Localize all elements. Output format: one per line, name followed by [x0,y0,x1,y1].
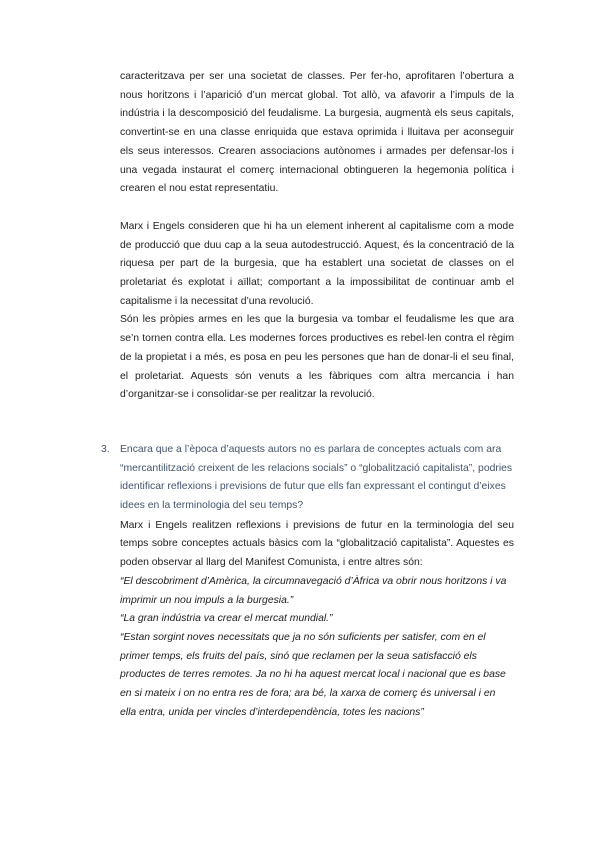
quote-world-market: “La gran indústria va crear el mercat mundial.” [120,613,333,625]
quote-america: “El descobriment d’Amèrica, la circumnavegació d’Àfrica va obrir nous horitzons i va imprimir un nou impuls a la burgesia.” [120,575,507,606]
document-body [101,68,514,723]
question-block [101,441,514,723]
paragraph-bourgeoisie-rise: caracteritzava per ser una societat de classes. Per fer-ho, aprofitaren l’obertura a nous horitzons i l’aparició d’un mercat global. Tot allò, va afavorir a l’impuls de la indústria i la descomposició del feudalisme. La burgesia, augmentà els seus capitals, convertint-se en una classe enriquida que estava oprimida i lluitava per aconseguir els seus interessos. Crearen associacions autònomes i armades per defensar-los i una vegada instaurat el comerç internacional obtingueren la hegemonia política i crearen el nou estat representatiu. [120,71,514,195]
paragraph-capitalism-self-destruction: Marx i Engels consideren que hi ha un element inherent al capitalisme com a mode de producció que duu cap a la seua autodestrucció. Aquest, és la concentració de la riquesa per part de la burgesia, que ha establert una societat de classes on el proletariat és explotat i aïllat; comportant a la impossibilitat de continuar amb el capitalisme i la necessitat d’una revolució. [120,220,514,307]
paragraph-weapons-turned: Són les pròpies armes en les que la burgesia va tombar el feudalisme les que ara se’n tornen contra ella. Les modernes forces productives es rebel·len contra el règim de la propietat i a més, es posa en peu les persones que han de donar-li el seu final, el proletariat. Aquests són venuts a les fàbriques com altra mercancia i han d’organitzar-se i consolidar-se per realitzar la revolució. [120,314,514,401]
quote-new-needs: “Estan sorgint noves necessitats que ja no són suficients per satisfer, com en el primer temps, els fruits del país, sinó que reclamen per la seua satisfacció els productes de terres remotes. Ja no hi ha aquest mercat local i nacional que es base en si mateix i on no entra res de fora; ara bé, la xarxa de comerç és universal i en ella entra, unida per vincles d’interdependència, totes les nacions” [120,631,506,718]
question-number: 3. [101,443,110,455]
answer-intro: Marx i Engels realitzen reflexions i previsions de futur en la terminologia del seu temps sobre conceptes actuals bàsics com la “globalització capitalista”. Aquestes es poden observar al llarg del Manifest Comunista, i entre altres són: [120,519,514,569]
question-text: Encara que a l’època d’aquests autors no es parlara de conceptes actuals com ara “mercantilització creixent de les relacions socials” o “globalització capitalista”, podries identificar reflexions i previsions de futur que ells fan expressant el contingut d’eixes idees en la terminologia del seu temps? [120,443,513,512]
